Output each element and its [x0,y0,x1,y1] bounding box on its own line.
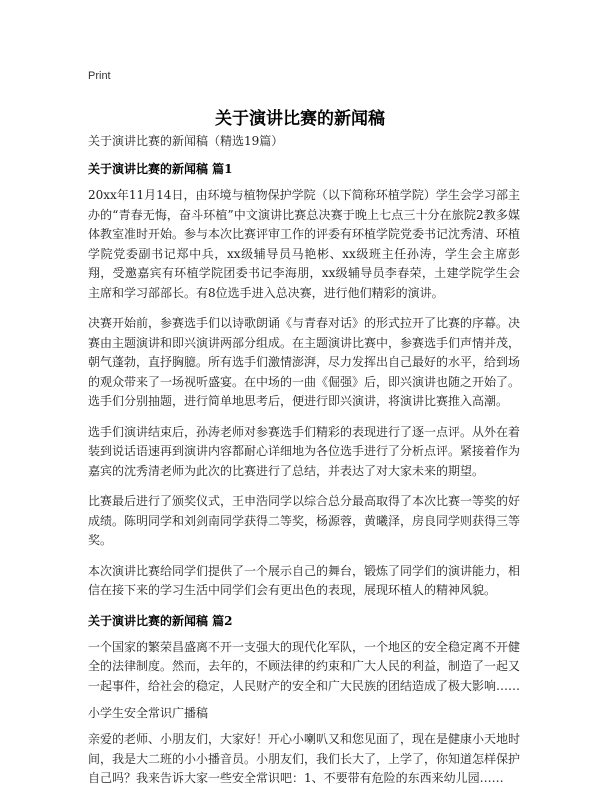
document-body [88,132,520,797]
section-1-paragraph-3: 选手们演讲结束后，孙涛老师对参赛选手们精彩的表现进行了逐一点评。从外在着装到说话语速再到演讲内容都耐心详细地为各位选手进行了分析点评。紧接着作为嘉宾的沈秀清老师为此次的比赛进行了总结，并表达了对大家未来的期望。 [88,424,521,478]
section-1-paragraph-1: 20xx年11月14日，由环境与植物保护学院（以下简称环植学院）学生会学习部主办的“青春无悔，奋斗环植”中文演讲比赛总决赛于晚上七点三十分在旅院2教多媒体教室准时开始。参与本次比赛评审工作的评委有环植学院党委书记沈秀清、环植学院党委副书记郑中兵，xx级辅导员马艳彬、xx级班主任孙涛，学生会主席彭翔，受邀嘉宾有环植学院团委书记李海朋，xx级辅导员李春荣，土建学院学生会主席和学习部部长。有8位选手进入总决赛，进行他们精彩的演讲。 [88,188,521,300]
section-2-paragraph-2: 亲爱的老师、小朋友们，大家好！开心小喇叭又和您见面了，现在是健康小天地时间，我是大二班的小小播音员。小朋友们，我们长大了，上学了，你知道怎样保护自己吗？我来告诉大家一些安全常识吧：1、不要带有危险的东西来幼儿园…… [88,732,521,785]
section-1-paragraph-2: 决赛开始前，参赛选手们以诗歌朗诵《与青春对话》的形式拉开了比赛的序幕。决赛由主题演讲和即兴演讲两部分组成。在主题演讲比赛中，参赛选手们声情并茂，朝气蓬勃，直抒胸臆。所有选手们激情澎湃，尽力发挥出自己最好的水平，给到场的观众带来了一场视听盛宴。在中场的一曲《倔强》后，即兴演讲也随之开始了。选手们分别抽题，进行简单地思考后，便进行即兴演讲，将演讲比赛推入高潮。 [88,316,521,408]
section-2-paragraph-1: 一个国家的繁荣昌盛离不开一支强大的现代化军队，一个地区的安全稳定离不开健全的法律制度。然而，去年的，不顾法律的约束和广大人民的利益，制造了一起又一起事件，给社会的稳定，人民财产的安全和广大民族的团结造成了极大影响…… [88,639,521,693]
section-1-heading: 关于演讲比赛的新闻稿 篇1 [88,162,233,176]
print-label: Print [88,70,111,82]
section-2-heading: 关于演讲比赛的新闻稿 篇2 [88,613,233,628]
section-1-paragraph-5: 本次演讲比赛给同学们提供了一个展示自己的舞台，锻炼了同学们的演讲能力，相信在接下来的学习生活中同学们会有更出色的表现，展现环植人的精神风貌。 [88,563,521,597]
document-subtitle: 关于演讲比赛的新闻稿（精选19篇） [88,134,284,148]
section-1-paragraph-4: 比赛最后进行了颁奖仪式，王申浩同学以综合总分最高取得了本次比赛一等奖的好成绩。陈明同学和刘剑南同学获得二等奖，杨源蓉，黄曦泽，房良同学则获得三等奖。 [88,494,521,547]
document-title: 关于演讲比赛的新闻稿 [215,109,385,129]
section-2-subheading: 小学生安全常识广播稿 [88,706,209,720]
